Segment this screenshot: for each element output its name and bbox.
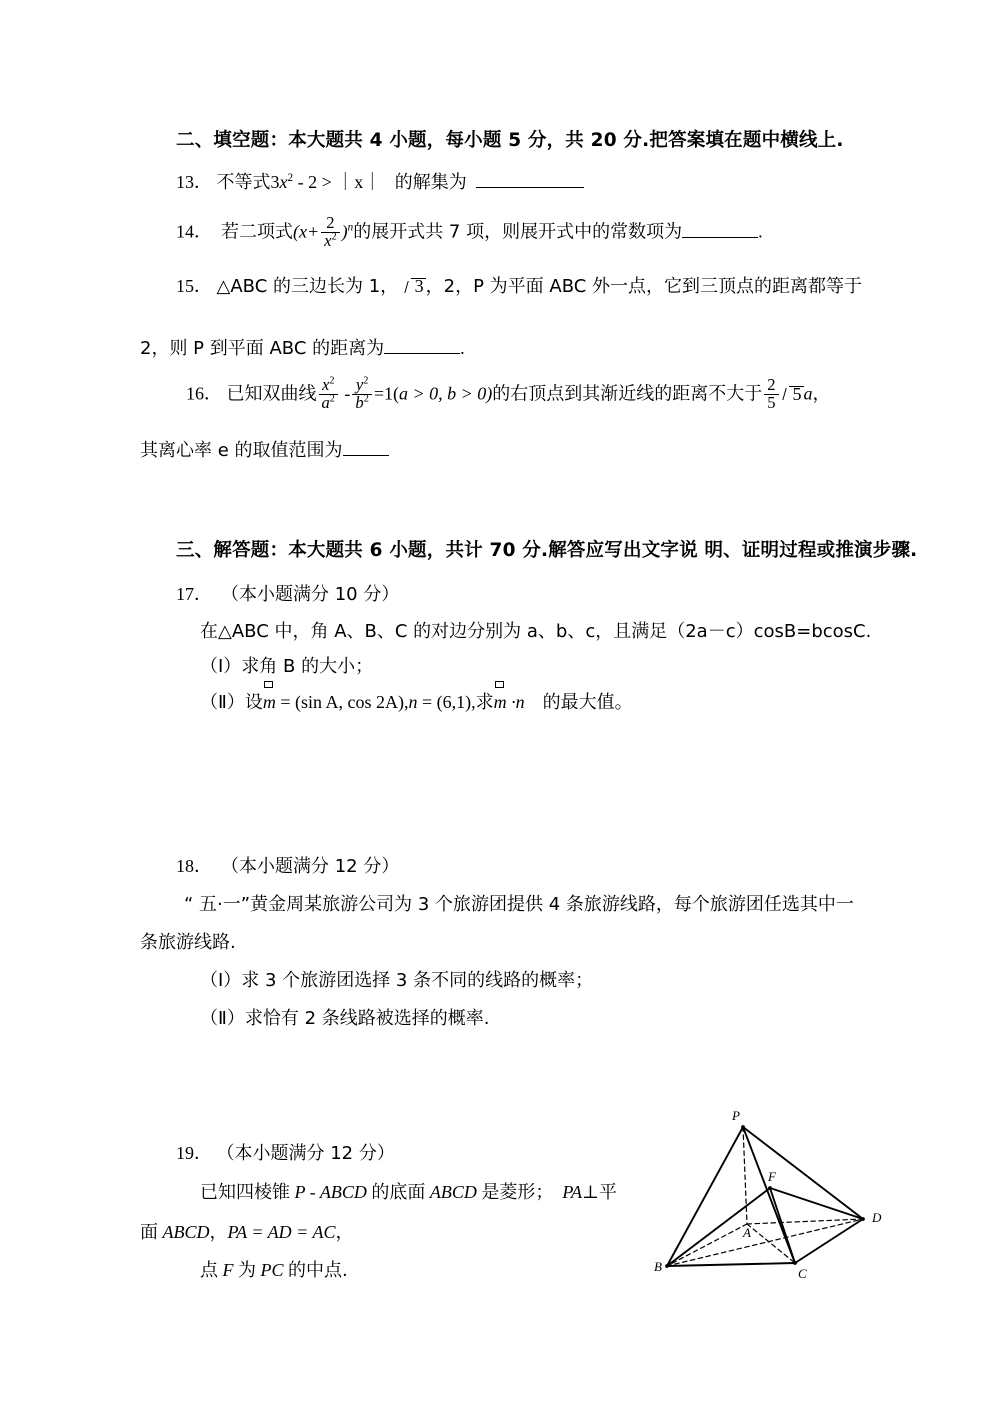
- question-18-points: （本小题满分 12 分）: [221, 856, 400, 877]
- question-19-stem-line-2: [140, 1218, 353, 1244]
- q19-pa-segment: PA: [562, 1182, 583, 1202]
- question-18-part-2: （Ⅱ）求恰有 2 条线路被选择的概率.: [200, 1008, 490, 1029]
- q19-l1-a: 已知四棱锥: [200, 1182, 290, 1203]
- question-13-minus: -: [297, 172, 304, 192]
- question-16-number: 16．: [186, 383, 222, 404]
- vertex-dot-F: [768, 1186, 772, 1190]
- question-17-part2-tail: 的最大值。: [542, 692, 633, 713]
- figure-pyramid-P-ABCD: [645, 1095, 895, 1295]
- edge-FC: [770, 1188, 795, 1263]
- vertex-label-D: D: [872, 1210, 882, 1225]
- q16-f1-num: $x^2$: [321, 375, 335, 394]
- question-15-line2-text: 2，则 P 到平面 ABC 的距离为: [140, 338, 385, 359]
- question-16-fraction-y2-b2: [352, 377, 371, 412]
- question-18-header: [176, 852, 399, 878]
- vertex-label-A: A: [743, 1225, 751, 1240]
- vertex-label-C: C: [798, 1266, 807, 1281]
- question-17-header: [176, 580, 399, 606]
- question-16-minus: -: [344, 383, 351, 404]
- question-17-points: （本小题满分 10 分）: [221, 584, 400, 605]
- q19-base-name: ABCD: [429, 1182, 477, 1202]
- q16-f2-num: $y^2$: [355, 375, 369, 394]
- question-14-lead: 若二项式: [221, 221, 293, 243]
- question-14-fraction-denominator: $x^2$: [321, 232, 339, 250]
- question-14-fraction: [321, 215, 339, 250]
- question-15-period: .: [460, 338, 465, 358]
- q19-l3-c: 的中点.: [288, 1260, 348, 1281]
- vector-arrow-icon: [264, 681, 273, 688]
- question-17-qiu: 求: [475, 692, 494, 713]
- edge-FD: [770, 1188, 863, 1219]
- question-13-absolute-x: ｜x｜: [336, 172, 382, 192]
- question-13-answer-blank[interactable]: [476, 187, 584, 188]
- q19-l3-a: 点: [200, 1260, 218, 1281]
- vector-arrow-icon-2: [495, 681, 504, 688]
- question-19-points: （本小题满分 12 分）: [216, 1143, 395, 1164]
- question-16-fraction-2-5: [764, 377, 778, 412]
- q19-l2-a: 面: [140, 1222, 158, 1243]
- q16-k-den: 5: [764, 394, 778, 412]
- question-16-line-1: [186, 375, 831, 413]
- question-14-tail: 的展开式共 7 项，则展开式中的常数项为: [353, 221, 683, 243]
- question-19-stem-line-1: [200, 1178, 617, 1204]
- vertex-dot-P: [741, 1125, 745, 1129]
- question-16-sqrt-5: 5: [782, 384, 804, 405]
- hidden-edge-PA: [743, 1127, 747, 1224]
- section-two-heading: 二、填空题：本大题共 4 小题，每小题 5 分，共 20 分.把答案填在题中横线上.: [176, 130, 844, 151]
- q16-f2-den: $b^2$: [352, 394, 371, 412]
- vertex-label-F: F: [768, 1169, 776, 1184]
- question-17-number: 17．: [176, 584, 212, 604]
- question-13: [176, 168, 584, 194]
- question-13-exponent: 2: [287, 172, 294, 184]
- question-17-part2-lead: （Ⅱ）设: [200, 692, 263, 713]
- q16-k-num: 2: [767, 375, 776, 394]
- question-16-lead: 已知双曲线: [226, 383, 317, 405]
- question-14-fraction-numerator: 2: [326, 213, 335, 232]
- section-three-heading: 三、解答题：本大题共 6 小题，共计 70 分.解答应写出文字说 明、证明过程或推演步骤.: [176, 540, 918, 561]
- question-16-line2-text: 其离心率 e 的取值范围为: [140, 440, 343, 461]
- question-17-m-definition: = (sin A, cos 2A),: [280, 692, 409, 712]
- pyramid-diagram-svg: [645, 1095, 895, 1295]
- q19-l1-b: 的底面: [371, 1182, 426, 1203]
- question-14-open-paren: (x+: [293, 221, 320, 242]
- vertex-dot-C: [793, 1261, 797, 1265]
- question-18-stem-line-1: “ 五·一”黄金周某旅游公司为 3 个旅游团提供 4 条旅游线路，每个旅游团任选其中一: [184, 894, 854, 915]
- question-15-number: 15．: [176, 276, 212, 296]
- question-16-line-2: [140, 436, 389, 462]
- q19-l2-comma: ，: [335, 1222, 354, 1243]
- q19-pyramid-name: P - ABCD: [294, 1182, 367, 1202]
- q19-l1-d: 平: [598, 1182, 617, 1203]
- question-16-mid-text: 的右顶点到其渐近线的距离不大于: [492, 383, 763, 405]
- question-15-sqrt-3: 3: [404, 276, 426, 297]
- question-16-fraction-x2-a2: [319, 377, 338, 412]
- question-16-radical-coefficient: a: [803, 383, 813, 404]
- question-14-answer-blank[interactable]: [682, 237, 758, 238]
- question-14: [176, 213, 763, 251]
- question-18-number: 18．: [176, 856, 212, 876]
- solid-edge-group: [667, 1127, 863, 1266]
- hidden-edge-BD: [667, 1219, 863, 1266]
- question-13-coef: 3: [270, 172, 280, 192]
- question-15-answer-blank[interactable]: [384, 353, 460, 354]
- question-14-exponent-n: n: [347, 221, 354, 234]
- q16-f1-den: $a^2$: [319, 394, 338, 412]
- question-17-part-2: [200, 688, 633, 714]
- edge-PB: [667, 1127, 743, 1266]
- q19-l2-sep: ，: [209, 1222, 228, 1243]
- question-16-comma: ，: [812, 383, 831, 405]
- edge-BC: [667, 1263, 795, 1266]
- question-19-header: [176, 1139, 395, 1165]
- question-13-relation: >: [321, 172, 332, 192]
- vertex-dot-B: [665, 1264, 669, 1268]
- edge-CD: [795, 1219, 863, 1263]
- question-18-part-1: （Ⅰ）求 3 个旅游团选择 3 条不同的线路的概率；: [200, 970, 594, 991]
- vector-m-first: m: [263, 692, 276, 713]
- question-17-part-1: （Ⅰ）求角 B 的大小；: [200, 656, 374, 677]
- question-13-variable: x: [279, 172, 288, 192]
- vector-n-symbol: n: [408, 692, 418, 712]
- vector-m-second: m: [494, 692, 507, 713]
- question-16-answer-blank[interactable]: [343, 455, 389, 456]
- q19-equalities: PA = AD = AC: [227, 1222, 336, 1242]
- question-13-number: 13．: [176, 172, 212, 192]
- question-14-period: .: [758, 221, 763, 242]
- question-17-n-definition: = (6,1),: [422, 692, 476, 712]
- question-13-lead: 不等式: [216, 172, 271, 193]
- q19-pc-segment: PC: [260, 1260, 284, 1280]
- question-16-condition: a > 0, b > 0): [398, 383, 493, 404]
- question-16-equals-one: =1(: [373, 383, 399, 404]
- question-13-constant: 2: [308, 172, 318, 192]
- question-15-line-2: [140, 334, 465, 360]
- vertex-dot-D: [861, 1217, 865, 1221]
- q19-base-name-2: ABCD: [162, 1222, 210, 1242]
- edge-BF: [667, 1188, 770, 1266]
- question-17-dot-n: ·n: [511, 692, 525, 712]
- question-14-close-paren: ): [341, 221, 348, 242]
- vertex-label-P: P: [732, 1108, 740, 1123]
- question-14-number: 14．: [176, 221, 212, 242]
- question-15-text-a: △ABC 的三边长为 1，: [216, 276, 399, 297]
- q19-perpendicular-symbol: ⊥: [582, 1182, 599, 1202]
- question-17-stem: 在△ABC 中，角 A、B、C 的对边分别为 a、b、c，且满足（2a－c）cosB=bcosC.: [200, 621, 872, 642]
- question-15-line-1: [176, 272, 862, 298]
- q19-l1-c: 是菱形；: [481, 1182, 554, 1203]
- question-13-tail: 的解集为: [394, 172, 467, 193]
- vertex-label-B: B: [654, 1259, 662, 1274]
- question-15-text-b: ，2，P 为平面 ABC 外一点，它到三顶点的距离都等于: [425, 276, 863, 297]
- q19-point-f: F: [222, 1260, 234, 1280]
- question-19-stem-line-3: [200, 1256, 348, 1282]
- q19-l3-b: 为: [238, 1260, 256, 1281]
- question-19-number: 19．: [176, 1143, 212, 1163]
- question-18-stem-line-2: 条旅游线路.: [140, 932, 236, 953]
